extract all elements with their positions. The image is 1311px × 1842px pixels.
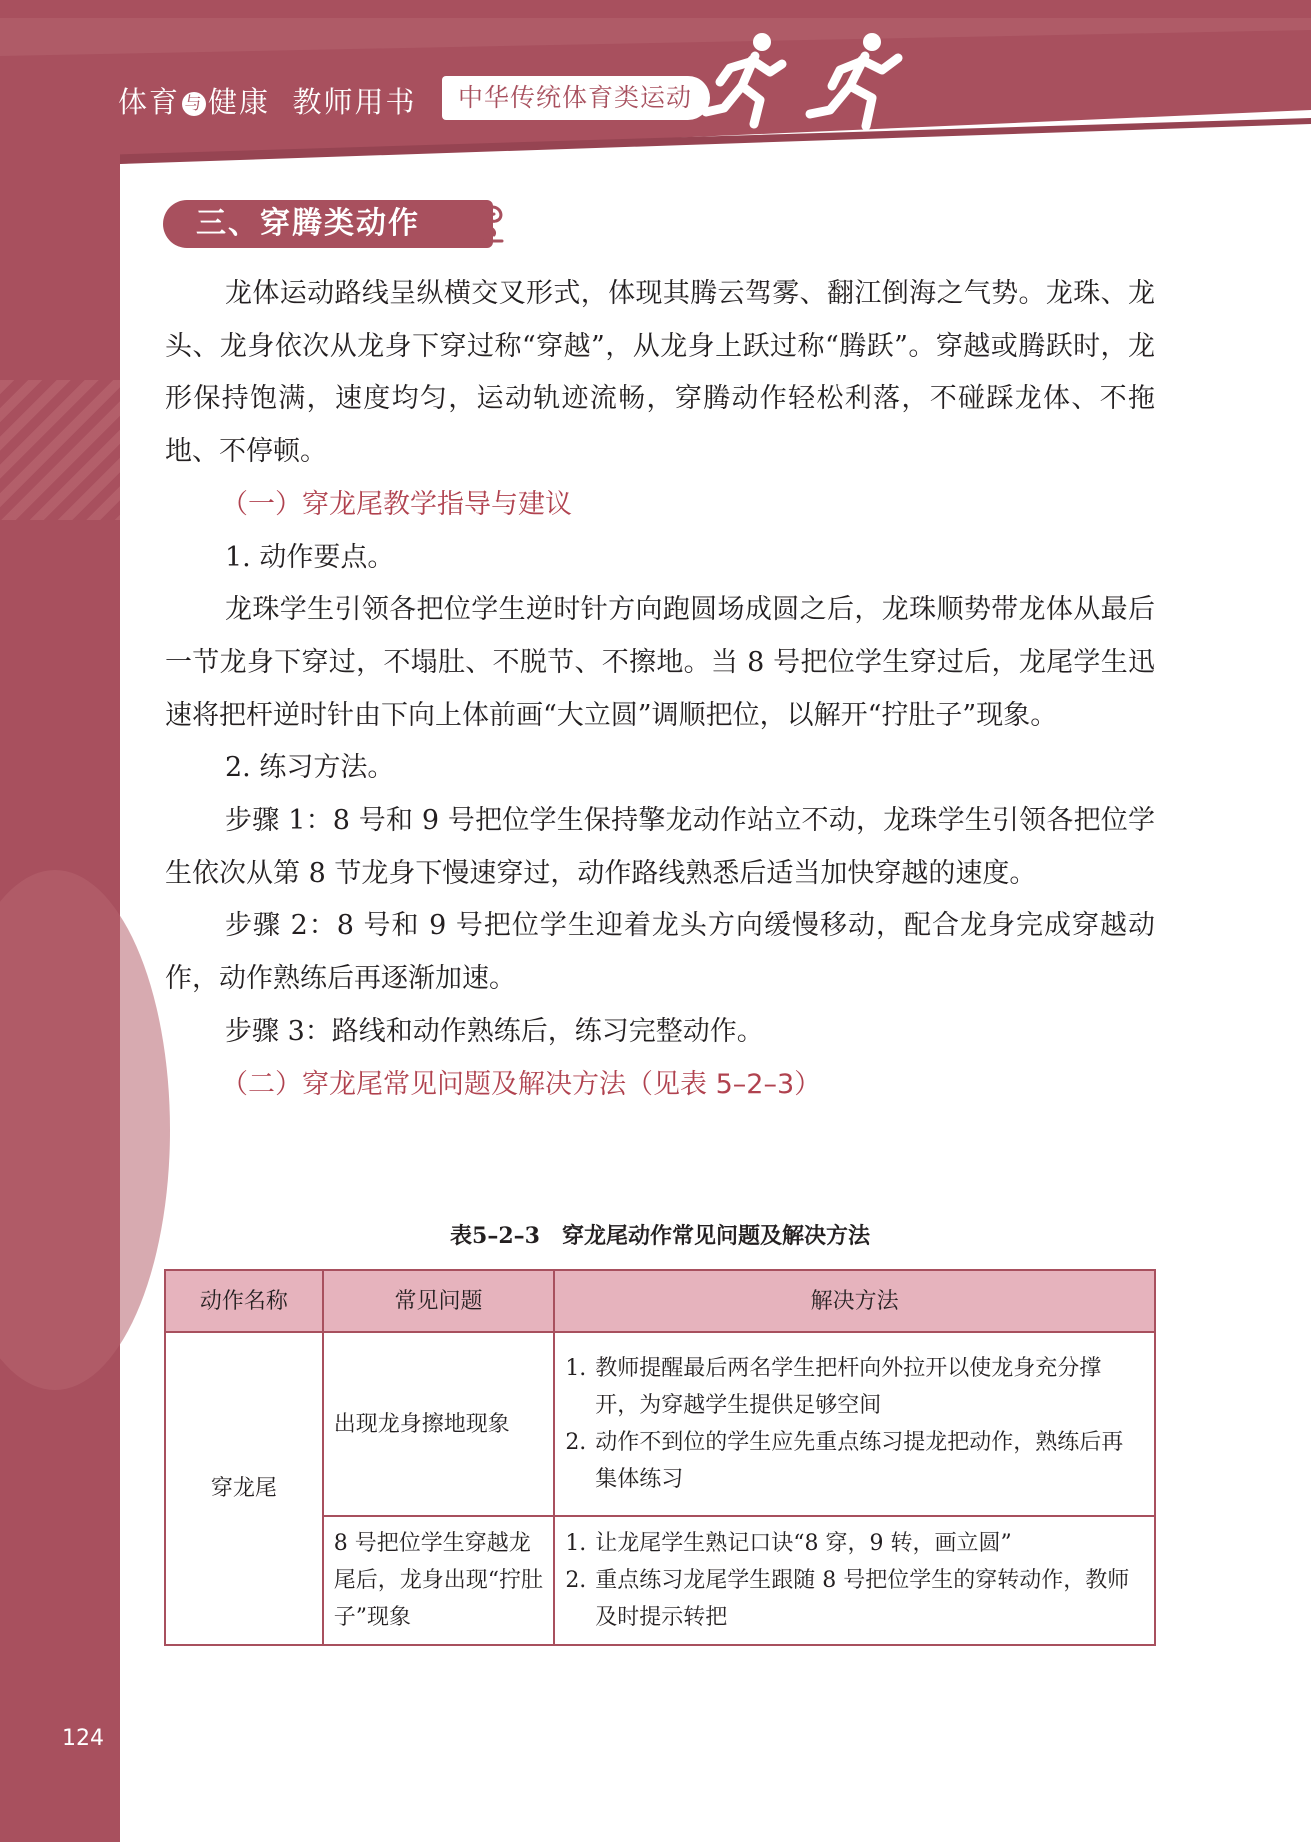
item-title-1: 1. 动作要点。 [225,541,395,573]
scroll-ornament-icon [462,201,506,247]
action-name-cell: 穿龙尾 [165,1332,323,1645]
solution-cell [554,1516,1155,1645]
subsection-title-2: （二）穿龙尾常见问题及解决方法（见表 5–2–3） [221,1068,822,1100]
subsection-title-1: （一）穿龙尾教学指导与建议 [221,488,572,520]
step-1-paragraph: 步骤 1：8 号和 9 号把位学生保持擎龙动作站立不动，龙珠学生引领各把位学生依次从第 8 节龙身下慢速穿过，动作路线熟悉后适当加快穿越的速度。 [165,805,1155,889]
table-caption: 表5–2–3 穿龙尾动作常见问题及解决方法 [450,1223,870,1249]
body-text [165,268,1155,1111]
table-header-row [165,1270,1155,1332]
title-connector-badge: 与 [182,92,206,116]
table-header-cell: 动作名称 [165,1270,323,1332]
solution-item: 1. 教师提醒最后两名学生把杆向外拉开以使龙身充分撑开，为穿越学生提供足够空间 [593,1350,1144,1424]
side-circle-deco [0,870,170,1390]
table-row [165,1332,1155,1516]
table-header-cell: 常见问题 [323,1270,555,1332]
book-title-part2: 健康 教师用书 [208,85,417,119]
side-stripes [0,380,120,520]
book-title-part1: 体育 [118,85,181,119]
chapter-label: 中华传统体育类运动 [442,76,710,120]
item-title-2: 2. 练习方法。 [225,752,395,784]
solution-item: 1. 让龙尾学生熟记口诀“8 穿，9 转，画立圆” [593,1525,1144,1562]
table-header-cell: 解决方法 [554,1270,1155,1332]
page-number: 124 [62,1726,104,1751]
solution-item: 2. 重点练习龙尾学生跟随 8 号把位学生的穿转动作，教师及时提示转把 [593,1562,1144,1636]
item-paragraph-1: 龙珠学生引领各把位学生逆时针方向跑圆场成圆之后，龙珠顺势带龙体从最后一节龙身下穿过，不塌肚、不脱节、不擦地。当 8 号把位学生穿过后，龙尾学生迅速将把杆逆时针由下向上体前画“大立圆”调顺把位，以解开“拧肚子”现象。 [165,594,1155,731]
problem-cell: 8 号把位学生穿越龙尾后，龙身出现“拧肚子”现象 [323,1516,555,1645]
solution-cell [554,1332,1155,1516]
problems-table [164,1269,1156,1646]
side-band [0,150,120,1842]
book-title [118,80,416,121]
section-title: 三、穿腾类动作 [196,206,420,241]
solution-item: 2. 动作不到位的学生应先重点练习提龙把动作，熟练后再集体练习 [593,1424,1144,1498]
solution-list [565,1525,1144,1636]
solution-list [565,1350,1144,1498]
step-2-paragraph: 步骤 2：8 号和 9 号把位学生迎着龙头方向缓慢移动，配合龙身完成穿越动作，动作熟练后再逐渐加速。 [165,910,1155,995]
runner-icon [700,28,930,138]
intro-paragraph: 龙体运动路线呈纵横交叉形式，体现其腾云驾雾、翻江倒海之气势。龙珠、龙头、龙身依次从龙身下穿过称“穿越”，从龙身上跃过称“腾跃”。穿越或腾跃时，龙形保持饱满，速度均匀，运动轨迹流畅，穿腾动作轻松利落，不碰踩龙体、不拖地、不停顿。 [165,278,1155,468]
step-3-paragraph: 步骤 3：路线和动作熟练后，练习完整动作。 [225,1015,764,1047]
problem-cell: 出现龙身擦地现象 [323,1332,555,1516]
